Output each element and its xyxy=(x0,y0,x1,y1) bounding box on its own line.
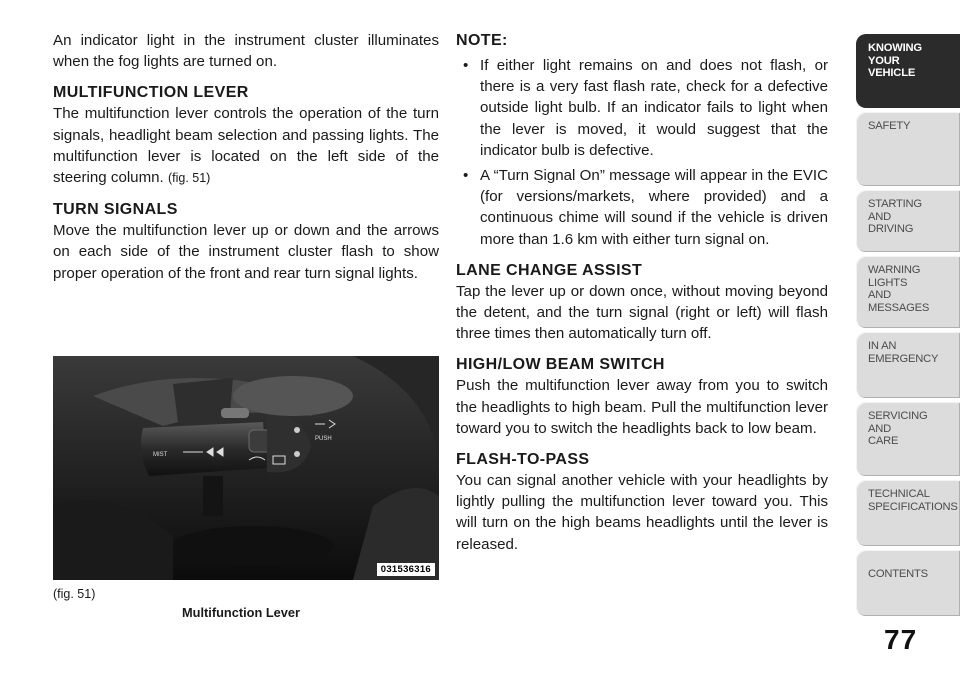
note-heading: NOTE: xyxy=(456,32,508,49)
tab-knowing-your-vehicle[interactable]: KNOWING YOUR VEHICLE xyxy=(856,34,960,108)
tab-in-an-emergency[interactable]: IN AN EMERGENCY xyxy=(856,332,960,398)
note-item: • A “Turn Signal On” message will appear in the EVIC (for versions/markets, where provided) and a continuous chime will sound if the vehicle is driven more than 1.6 km with either turn signal on. xyxy=(456,165,828,250)
note-item: • If either light remains on and does not flash, or there is a very fast flash rate, check for a defective outside light bulb. If an indicator fails to light when the lever is moved, it would suggest that the indicator bulb is defective. xyxy=(456,55,828,161)
note-list xyxy=(456,55,828,250)
figure-label: (fig. 51) xyxy=(53,587,96,601)
flash-to-pass-paragraph: You can signal another vehicle with your headlights by lightly pulling the multifunction lever toward you. This will turn on the high beams headlights until the lever is released. xyxy=(456,472,828,553)
tab-technical-specifications[interactable]: TECHNICAL SPECIFICATIONS xyxy=(856,480,960,546)
flash-to-pass-heading: FLASH-TO-PASS xyxy=(456,451,590,469)
push-label: PUSH xyxy=(315,436,332,442)
intro-paragraph: An indicator light in the instrument cluster illuminates when the fog lights are turned on. xyxy=(53,32,439,71)
tab-starting-and-driving[interactable]: STARTING AND DRIVING xyxy=(856,190,960,252)
lane-change-assist-paragraph: Tap the lever up or down once, without moving beyond the detent, and the turn signal (right or left) will flash three times then automatically turn off. xyxy=(456,282,828,343)
multifunction-lever-heading: MULTIFUNCTION LEVER xyxy=(53,84,249,102)
figure-caption: Multifunction Lever xyxy=(182,605,301,620)
high-low-beam-paragraph: Push the multifunction lever away from you to switch the headlights to high beam. Pull the multifunction lever toward you to switch the headlights back to low beam. xyxy=(456,377,828,437)
right-column xyxy=(456,30,828,555)
figure-code: 031536316 xyxy=(377,563,435,576)
turn-signals-paragraph: Move the multifunction lever up or down and the arrows on each side of the instrument cluster flash to show proper operation of the front and rear turn signal lights. xyxy=(53,222,439,282)
turn-signals-heading: TURN SIGNALS xyxy=(53,201,178,219)
mist-label: MIST xyxy=(153,452,168,458)
tab-warning-lights-and-messages[interactable]: WARNING LIGHTS AND MESSAGES xyxy=(856,256,960,328)
multifunction-lever-text: The multifunction lever controls the operation of the turn signals, headlight beam selection and passing lights. The multifunction lever is located on the left side of the steering column. xyxy=(53,105,439,187)
lane-change-assist-heading: LANE CHANGE ASSIST xyxy=(456,261,643,279)
page-number: 77 xyxy=(884,624,918,655)
tab-contents[interactable]: CONTENTS xyxy=(856,550,960,616)
left-column xyxy=(53,30,439,284)
tab-safety[interactable]: SAFETY xyxy=(856,112,960,186)
lever-illustration xyxy=(53,356,439,580)
high-low-beam-heading: HIGH/LOW BEAM SWITCH xyxy=(456,356,665,374)
tab-servicing-and-care[interactable]: SERVICING AND CARE xyxy=(856,402,960,476)
multifunction-lever-paragraph xyxy=(53,103,439,189)
figure-reference: (fig. 51) xyxy=(167,171,211,186)
multifunction-lever-photo xyxy=(53,356,439,580)
